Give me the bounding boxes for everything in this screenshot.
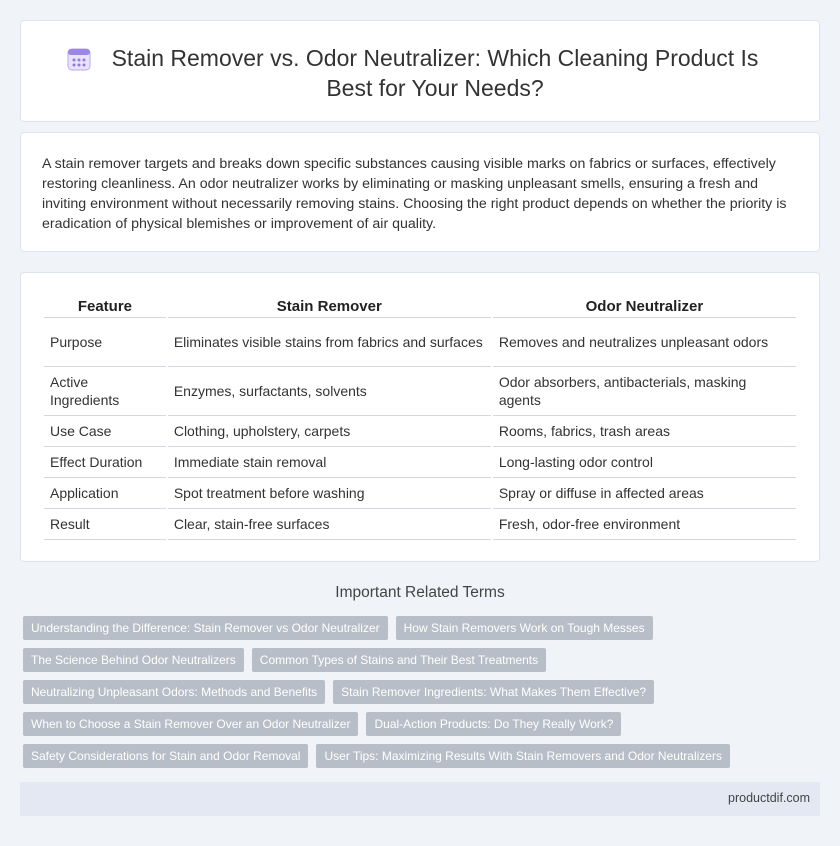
row-odor-neutralizer: Long-lasting odor control (493, 447, 796, 478)
related-terms-heading: Important Related Terms (335, 584, 505, 601)
table-row (44, 478, 796, 509)
table-row (44, 318, 796, 367)
table-row (44, 416, 796, 447)
related-term-tag[interactable]: Stain Remover Ingredients: What Makes Them Effective? (333, 680, 654, 704)
related-term-tag[interactable]: User Tips: Maximizing Results With Stain Removers and Odor Neutralizers (316, 744, 729, 768)
row-odor-neutralizer: Removes and neutralizes unpleasant odors (493, 318, 796, 367)
row-feature: Use Case (44, 416, 166, 447)
related-term-tag[interactable]: Neutralizing Unpleasant Odors: Methods and Benefits (23, 680, 325, 704)
related-term-tag[interactable]: Common Types of Stains and Their Best Treatments (252, 648, 546, 672)
related-term-tag[interactable]: Understanding the Difference: Stain Remover vs Odor Neutralizer (23, 616, 388, 640)
row-feature: Purpose (44, 318, 166, 367)
table-row (44, 509, 796, 540)
row-odor-neutralizer: Fresh, odor-free environment (493, 509, 796, 540)
row-feature: Active Ingredients (44, 367, 166, 416)
title-card (20, 20, 820, 122)
related-term-tag[interactable]: Safety Considerations for Stain and Odor Removal (23, 744, 308, 768)
related-term-tag[interactable]: How Stain Removers Work on Tough Messes (396, 616, 653, 640)
row-feature: Application (44, 478, 166, 509)
intro-paragraph: A stain remover targets and breaks down specific substances causing visible marks on fabrics or surfaces, effectively restoring cleanliness. An odor neutralizer works by eliminating or masking unpleasant smells, ensuring a fresh and inviting environment without necessarily removing stains. Choosing the right product depends on whether the priority is eradication of physical blemishes or improvement of air quality. (42, 156, 787, 232)
row-feature: Result (44, 509, 166, 540)
row-odor-neutralizer: Odor absorbers, antibacterials, masking agents (493, 367, 796, 416)
header-feature: Feature (44, 296, 166, 318)
row-stain-remover: Eliminates visible stains from fabrics and surfaces (168, 318, 491, 367)
row-stain-remover: Enzymes, surfactants, solvents (168, 367, 491, 416)
row-stain-remover: Clothing, upholstery, carpets (168, 416, 491, 447)
table-header-row (44, 296, 796, 318)
row-stain-remover: Immediate stain removal (168, 447, 491, 478)
row-feature: Effect Duration (44, 447, 166, 478)
related-terms-list (23, 616, 823, 776)
table-row (44, 447, 796, 478)
intro-card (20, 132, 820, 252)
row-odor-neutralizer: Rooms, fabrics, trash areas (493, 416, 796, 447)
related-term-tag[interactable]: Dual-Action Products: Do They Really Work? (366, 712, 621, 736)
comparison-card (20, 272, 820, 562)
row-odor-neutralizer: Spray or diffuse in affected areas (493, 478, 796, 509)
row-stain-remover: Clear, stain-free surfaces (168, 509, 491, 540)
footer-site-link[interactable]: productdif.com (728, 791, 810, 805)
header-odor-neutralizer: Odor Neutralizer (493, 296, 796, 318)
page-title: Stain Remover vs. Odor Neutralizer: Which Cleaning Product Is Best for Your Needs? (111, 45, 759, 101)
related-term-tag[interactable]: The Science Behind Odor Neutralizers (23, 648, 244, 672)
row-stain-remover: Spot treatment before washing (168, 478, 491, 509)
comparison-table (42, 296, 798, 540)
table-row (44, 367, 796, 416)
header-stain-remover: Stain Remover (168, 296, 491, 318)
related-term-tag[interactable]: When to Choose a Stain Remover Over an Odor Neutralizer (23, 712, 358, 736)
footer-bar (20, 782, 820, 816)
